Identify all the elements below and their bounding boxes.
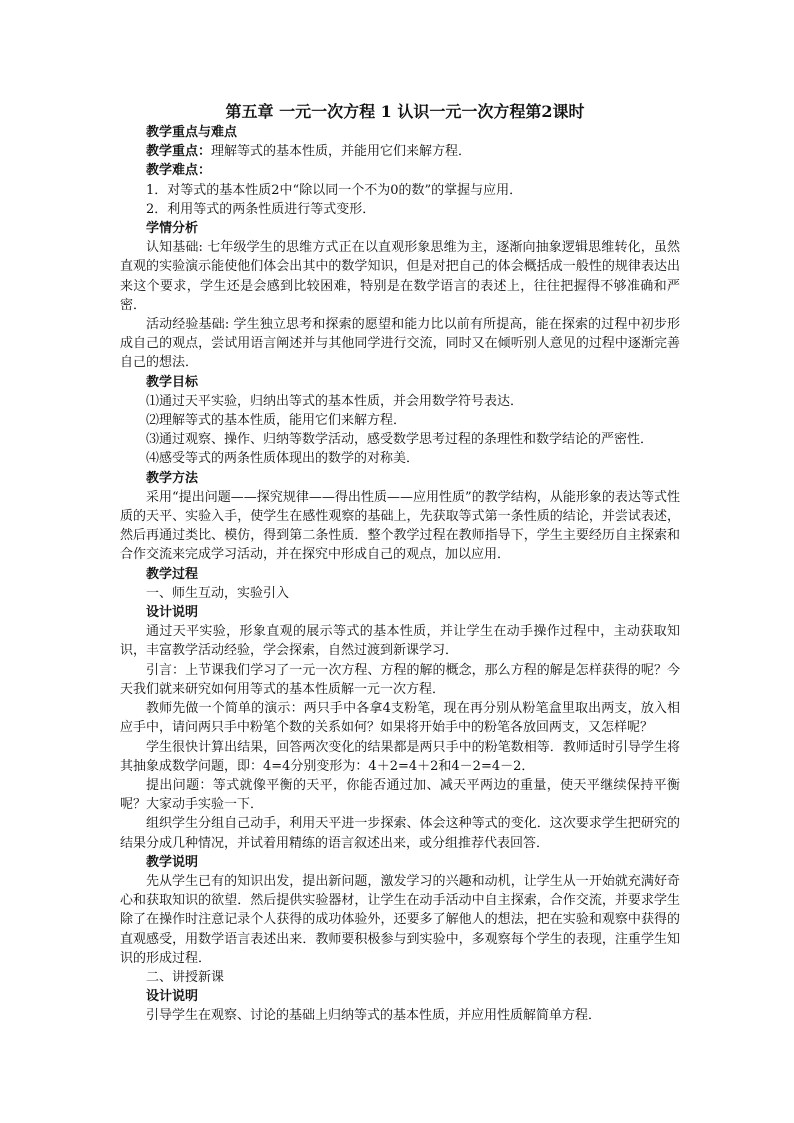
teach-note-label: 教学说明: [146, 854, 199, 870]
document-page: [120, 101, 680, 1026]
method-paragraph: 采用“提出问题——探究规律——得出性质——应用性质”的教学结构，从能形象的表达等式性质的天平、实验入手，使学生在感性观察的基础上，先获取等式第一条性质的结论，并尝试表述，然后再通过类比、模仿，得到第二条性质．整个教学过程在教师指导下，学生主要经历自主探索和合作交流来完成学习活动，并在探究中形成自己的观点，加以应用．: [120, 489, 680, 563]
design-note-2-text: 引导学生在观察、讨论的基础上归纳等式的基本性质，并应用性质解简单方程．: [146, 1008, 602, 1024]
analysis-paragraph-1: 认知基础: 七年级学生的思维方式正在以直观形象思维为主，逐渐向抽象逻辑思维转化，虽然直观的实验演示能使他们体会出其中的数学知识，但是对把自己的体会概括成一般性的规律表达出来这个要求，学生还是会感到比较困难，特别是在数学语言的表述上，往往把握得不够准确和严密．: [120, 240, 680, 313]
page-title: 第五章 一元一次方程 1 认识一元一次方程第2课时: [225, 102, 585, 121]
organize-paragraph: 组织学生分组自己动手，利用天平进一步探索、体会这种等式的变化．这次要求学生把研究的结果分成几种情况，并试着用精练的语言叙述出来，或分组推荐代表回答．: [120, 816, 680, 851]
teach-note-text: 先从学生已有的知识出发，提出新问题，激发学习的兴趣和动机，让学生从一开始就充满好奇心和获取知识的欲望．然后提供实验器材，让学生在动手活动中自主探索，合作交流，并要求学生除了在操作时注意记录个人获得的成功体验外，还要多了解他人的想法，把在实验和观察中获得的直观感受，用数学语言表述出来．教师要积极参与到实验中，多观察每个学生的表现，注重学生知识的形成过程．: [120, 873, 680, 966]
intro-paragraph: 引言：上节课我们学习了一元一次方程、方程的解的概念，那么方程的解是怎样获得的呢？今天我们就来研究如何用等式的基本性质解一元一次方程．: [120, 662, 680, 697]
key-point: [120, 142, 680, 161]
section-heading-analysis: 学情分析: [146, 221, 199, 237]
demo-paragraph: 教师先做一个简单的演示：两只手中各拿4支粉笔，现在再分别从粉笔盒里取出两支，放入相应手中，请问两只手中粉笔个数的关系如何？如果将开始手中的粉笔各放回两支，又怎样呢？: [120, 701, 680, 736]
key-label: 教学重点：: [146, 144, 212, 160]
question-paragraph: 提出问题：等式就像平衡的天平，你能否通过加、减天平两边的重量，使天平继续保持平衡呢？大家动手实验一下．: [120, 777, 680, 813]
goal-3: ⑶通过观察、操作、归纳等数学活动，感受数学思考过程的条理性和数学结论的严密性．: [146, 432, 654, 448]
design-note-1-text: 通过天平实验，形象直观的展示等式的基本性质，并让学生在动手操作过程中，主动获取知识，丰富教学活动经验，学会探索，自然过渡到新课学习．: [120, 624, 680, 659]
difficult-item-1: 1．对等式的基本性质2中“除以同一个不为0的数”的掌握与应用．: [146, 182, 523, 198]
design-note-1-label: 设计说明: [146, 605, 199, 621]
difficult-label: 教学难点：: [146, 163, 212, 179]
part-1-heading: 一、师生互动，实验引入: [146, 585, 290, 601]
section-heading-process: 教学过程: [146, 566, 199, 582]
analysis-paragraph-2: 活动经验基础: 学生独立思考和探索的愿望和能力比以前有所提高，能在探索的过程中初步形成自己的观点，尝试用语言阐述并与其他同学进行交流，同时又在倾听别人意见的过程中逐渐完善自己的想法．: [120, 317, 680, 371]
key-text: 理解等式的基本性质，并能用它们来解方程．: [211, 144, 472, 160]
section-heading-key-difficult: 教学重点与难点: [146, 125, 238, 140]
difficult-item-2: 2．利用等式的两条性质进行等式变形．: [146, 201, 376, 217]
part-2-heading: 二、讲授新课: [146, 969, 225, 985]
design-note-2-label: 设计说明: [146, 989, 199, 1005]
section-heading-goals: 教学目标: [146, 374, 199, 390]
goal-4: ⑷感受等式的两条性质体现出的数学的对称美．: [146, 451, 420, 467]
goal-1: ⑴通过天平实验，归纳出等式的基本性质，并会用数学符号表达．: [146, 393, 524, 409]
goal-2: ⑵理解等式的基本性质，能用它们来解方程．: [146, 413, 407, 429]
section-heading-method: 教学方法: [146, 470, 199, 486]
calc-paragraph: 学生很快计算出结果，回答两次变化的结果都是两只手中的粉笔数相等．教师适时引导学生将其抽象成数学问题，即：4=4分别变形为：4＋2=4＋2和4－2=4－2．: [120, 739, 680, 774]
